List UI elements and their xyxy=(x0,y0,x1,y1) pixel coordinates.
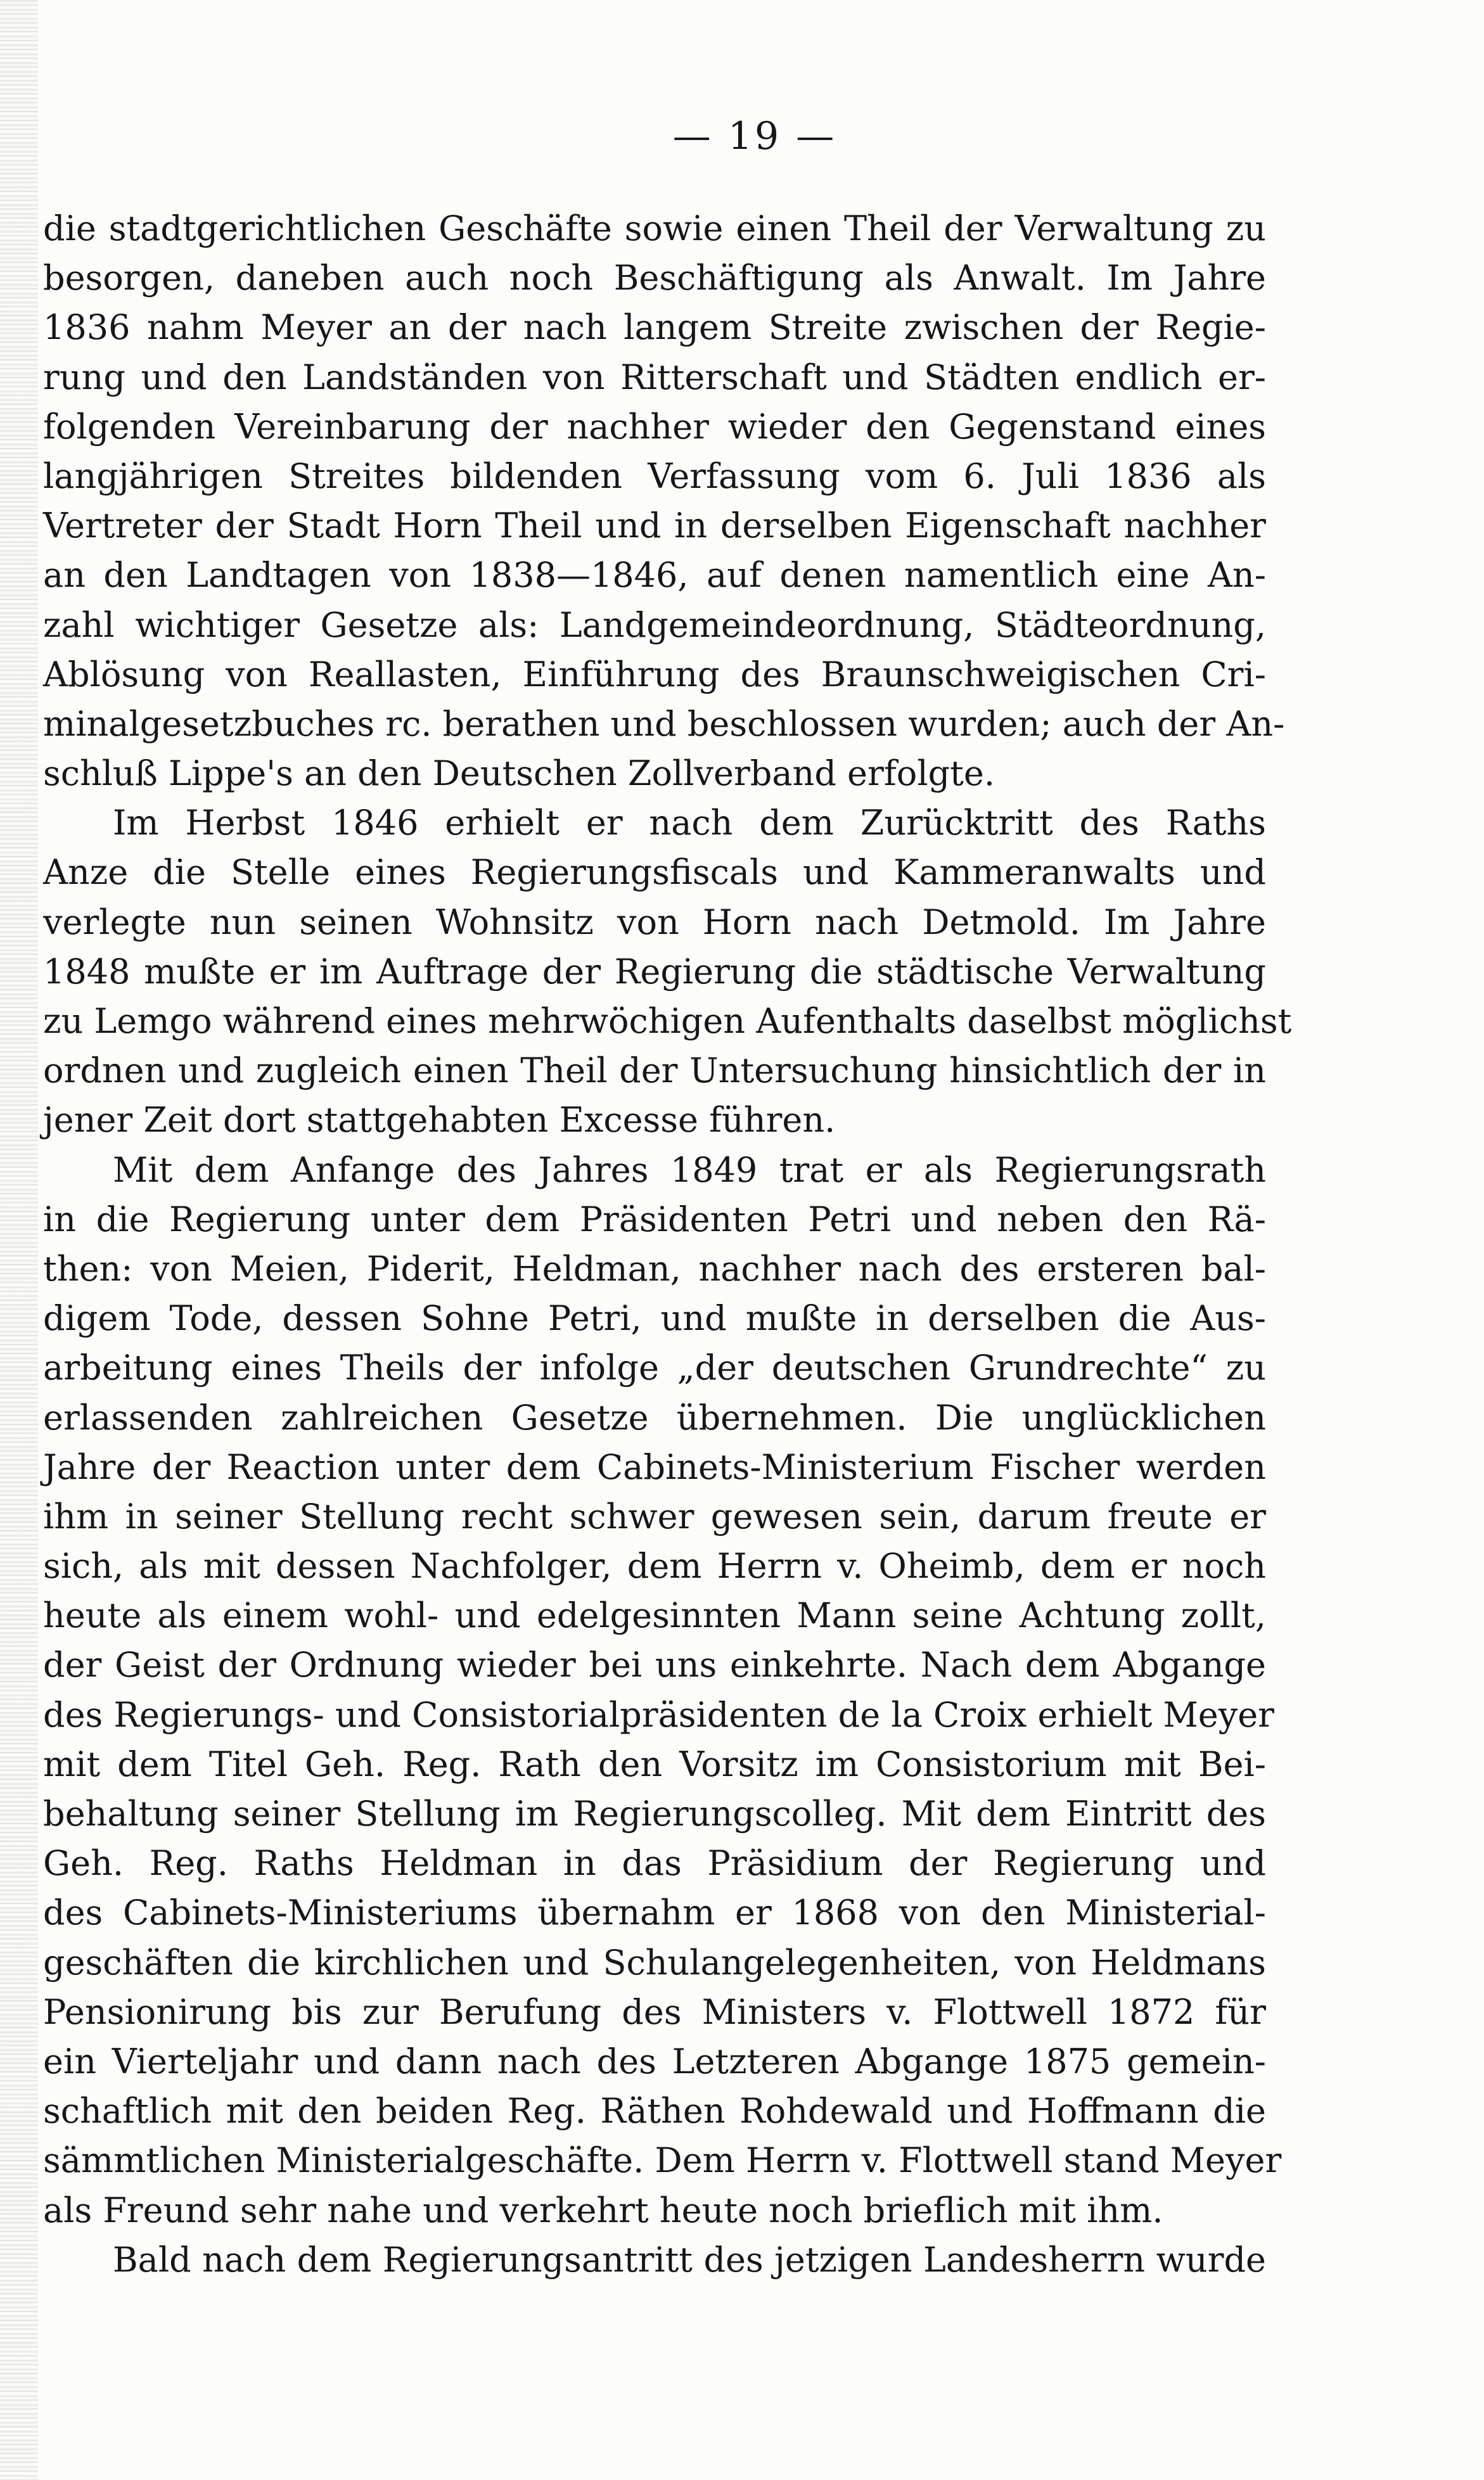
text-line: die stadtgerichtlichen Geschäfte sowie einen Theil der Verwaltung zu xyxy=(43,208,1266,248)
text-line: schluß Lippe's an den Deutschen Zollverband erfolgte. xyxy=(43,753,995,794)
text-line: als Freund sehr nahe und verkehrt heute noch brieflich mit ihm. xyxy=(43,2190,1163,2230)
text-line: schaftlich mit den beiden Reg. Räthen Rohdewald und Hoffmann die xyxy=(43,2091,1266,2132)
text-line: 1836 nahm Meyer an der nach langem Streite zwischen der Regie- xyxy=(43,307,1266,348)
scan-edge-noise xyxy=(0,0,38,2480)
body-text xyxy=(43,204,1292,2285)
text-line: sämmtlichen Ministerialgeschäfte. Dem Herrn v. Flottwell stand Meyer xyxy=(43,2140,1282,2181)
text-line: 1848 mußte er im Auftrage der Regierung die städtische Verwaltung xyxy=(43,951,1266,992)
text-line: zu Lemgo während eines mehrwöchigen Aufenthalts daselbst möglichst xyxy=(43,1001,1292,1041)
text-line: Jahre der Reaction unter dem Cabinets-Ministerium Fischer werden xyxy=(43,1447,1266,1487)
text-line: behaltung seiner Stellung im Regierungscolleg. Mit dem Eintritt des xyxy=(43,1794,1266,1834)
text-line: langjährigen Streites bildenden Verfassung vom 6. Juli 1836 als xyxy=(43,456,1266,496)
text-line: then: von Meien, Piderit, Heldman, nachher nach des ersteren bal- xyxy=(43,1248,1266,1289)
text-line: des Cabinets-Ministeriums übernahm er 1868 von den Ministerial- xyxy=(43,1893,1266,1933)
text-line: Ablösung von Reallasten, Einführung des Braunschweigischen Cri- xyxy=(43,654,1266,694)
text-line: digem Tode, dessen Sohne Petri, und mußte in derselben die Aus- xyxy=(43,1298,1266,1339)
text-line: jener Zeit dort stattgehabten Excesse führen. xyxy=(43,1100,836,1141)
text-line: ihm in seiner Stellung recht schwer gewesen sein, darum freute er xyxy=(43,1496,1266,1537)
text-line: Anze die Stelle eines Regierungsfiscals und Kammeranwalts und xyxy=(43,852,1266,893)
text-line: Bald nach dem Regierungsantritt des jetzigen Landesherrn wurde xyxy=(113,2239,1266,2280)
text-line: besorgen, daneben auch noch Beschäftigung als Anwalt. Im Jahre xyxy=(43,258,1266,298)
text-line: erlassenden zahlreichen Gesetze übernehmen. Die unglücklichen xyxy=(43,1397,1266,1438)
text-line: sich, als mit dessen Nachfolger, dem Herrn v. Oheimb, dem er noch xyxy=(43,1546,1266,1587)
text-line: folgenden Vereinbarung der nachher wieder den Gegenstand eines xyxy=(43,406,1266,447)
text-line: Vertreter der Stadt Horn Theil und in derselben Eigenschaft nachher xyxy=(43,506,1266,546)
text-line: Mit dem Anfange des Jahres 1849 trat er als Regierungsrath xyxy=(113,1149,1266,1190)
text-line: in die Regierung unter dem Präsidenten Petri und neben den Rä- xyxy=(43,1199,1266,1239)
text-line: Pensionirung bis zur Berufung des Ministers v. Flottwell 1872 für xyxy=(43,1991,1266,2032)
text-line: zahl wichtiger Gesetze als: Landgemeindeordnung, Städteordnung, xyxy=(43,604,1266,645)
text-line: des Regierungs- und Consistorialpräsidenten de la Croix erhielt Meyer xyxy=(43,1694,1274,1735)
text-line: geschäften die kirchlichen und Schulangelegenheiten, von Heldmans xyxy=(43,1942,1266,1983)
text-line: der Geist der Ordnung wieder bei uns einkehrte. Nach dem Abgange xyxy=(43,1645,1266,1685)
text-line: minalgesetzbuches rc. berathen und beschlossen wurden; auch der An- xyxy=(43,703,1285,744)
text-line: ordnen und zugleich einen Theil der Untersuchung hinsichtlich der in xyxy=(43,1051,1266,1091)
text-line: ein Vierteljahr und dann nach des Letzteren Abgange 1875 gemein- xyxy=(43,2041,1266,2081)
text-line: heute als einem wohl- und edelgesinnten Mann seine Achtung zollt, xyxy=(43,1595,1266,1636)
text-line: rung und den Landständen von Ritterschaft und Städten endlich er- xyxy=(43,357,1266,397)
page-number: — 19 — xyxy=(672,114,837,158)
text-line: arbeitung eines Theils der infolge „der deutschen Grundrechte“ zu xyxy=(43,1348,1266,1388)
text-line: Geh. Reg. Raths Heldman in das Präsidium der Regierung und xyxy=(43,1843,1266,1884)
text-line: mit dem Titel Geh. Reg. Rath den Vorsitz im Consistorium mit Bei- xyxy=(43,1744,1266,1784)
text-line: Im Herbst 1846 erhielt er nach dem Zurücktritt des Raths xyxy=(113,803,1266,843)
text-line: verlegte nun seinen Wohnsitz von Horn nach Detmold. Im Jahre xyxy=(43,902,1266,942)
text-line: an den Landtagen von 1838—1846, auf denen namentlich eine An- xyxy=(43,555,1266,596)
